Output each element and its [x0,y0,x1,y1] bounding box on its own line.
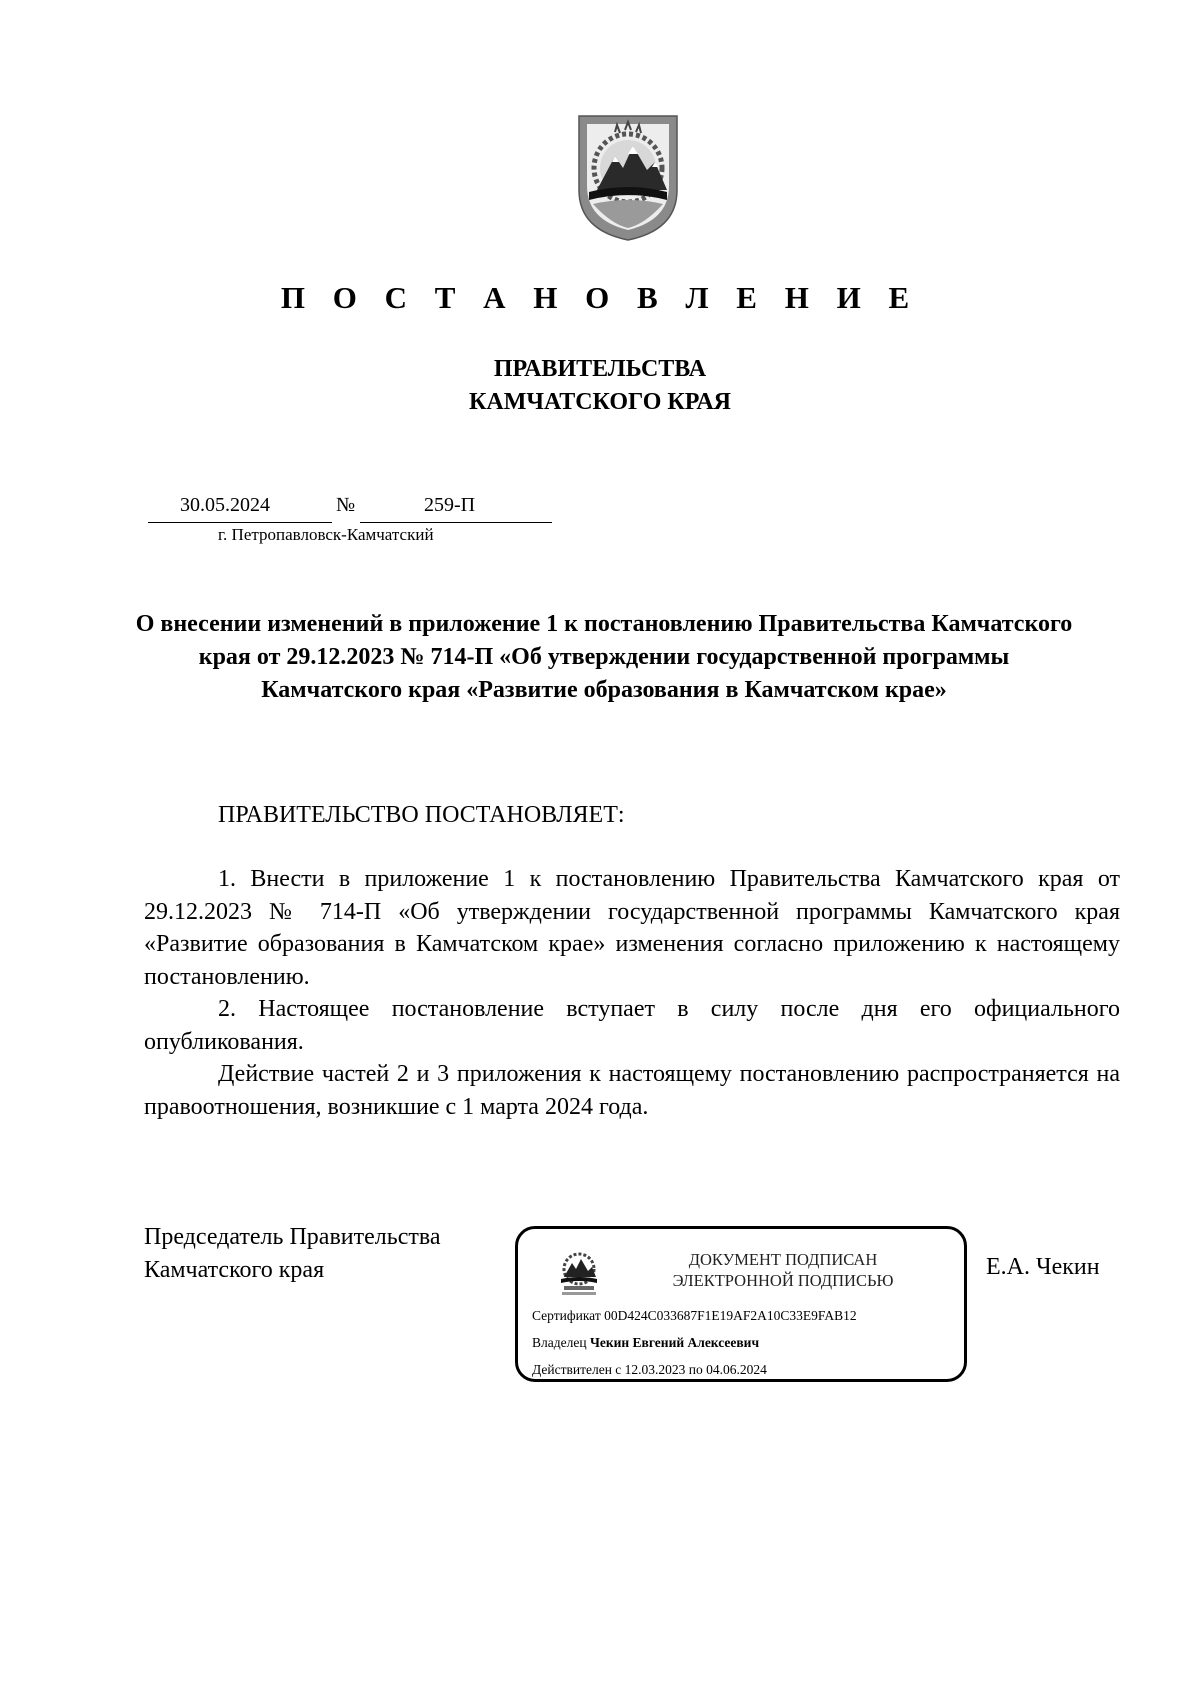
kamchatka-coat-of-arms-icon [575,112,681,242]
signer-position-line-2: Камчатского края [144,1257,325,1283]
owner-label: Владелец [532,1335,587,1350]
valid-to-label: по [688,1362,703,1377]
signer-position [144,1221,441,1287]
owner-line [532,1335,759,1351]
place-of-issue: г. Петропавловск-Камчатский [218,525,434,544]
valid-from-label: Действителен с [532,1362,622,1377]
document-type: П О С Т А Н О В Л Е Н И Е [280,280,920,315]
certificate-label: Сертификат [532,1308,601,1323]
signer-position-line-1: Председатель Правительства [144,1224,441,1250]
stamp-heading-line-1: ДОКУМЕНТ ПОДПИСАН [688,1250,878,1269]
stamp-heading-line-2: ЭЛЕКТРОННОЙ ПОДПИСЬЮ [672,1271,894,1290]
document-number: 259-П [424,494,476,516]
document-date: 30.05.2024 [180,494,270,516]
valid-to-date: 04.06.2024 [706,1362,767,1377]
certificate-value: 00D424C033687F1E19AF2A10C33E9FAB12 [604,1308,857,1323]
document-title: О внесении изменений в приложение 1 к постановлению Правительства Камчатского края от 29.12.2023 № 714-П «Об утверждении государственной программы Камчатского края «Развитие образования в Камчатском крае» [135,611,1073,703]
kamchatka-coat-of-arms-icon [558,1251,600,1297]
stamp-heading [618,1249,948,1291]
signer-name: Е.А. Чекин [986,1254,1100,1280]
owner-value: Чекин Евгений Алексеевич [589,1335,760,1350]
number-sign: № [336,494,356,516]
issuer-line-2: КАМЧАТСКОГО КРАЯ [468,389,732,415]
paragraph-1: 1. Внести в приложение 1 к постановлению Правительства Камчатского края от 29.12.2023 № 714-П «Об утверждении государственной программы Камчатского края «Развитие образования в Камчатском крае» изменения согласно приложению к настоящему постановлению. [144,866,1120,990]
date-underline [148,522,332,523]
paragraph-2: 2. Настоящее постановление вступает в силу после дня его официального опубликования. [144,996,1120,1055]
number-underline [360,522,552,523]
paragraph-3: Действие частей 2 и 3 приложения к настоящему постановлению распространяется на правоотношения, возникшие с 1 марта 2024 года. [144,1061,1120,1120]
electronic-signature-stamp [515,1226,967,1382]
validity-line [532,1362,767,1378]
issuer-line-1: ПРАВИТЕЛЬСТВА [493,356,707,382]
certificate-line [532,1308,857,1324]
decree-verb: ПРАВИТЕЛЬСТВО ПОСТАНОВЛЯЕТ: [218,802,625,828]
valid-from-date: 12.03.2023 [624,1362,686,1377]
